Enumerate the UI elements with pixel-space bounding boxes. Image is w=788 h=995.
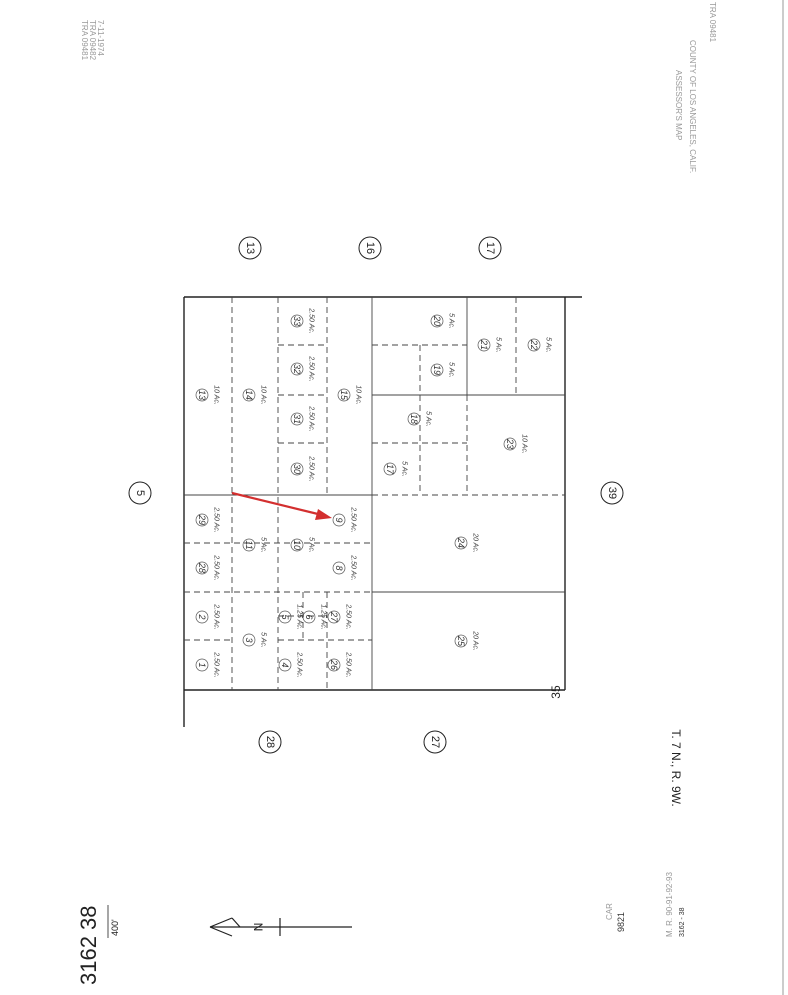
block-number: 5: [134, 489, 146, 497]
parcel-number: 20: [432, 315, 442, 327]
parcel-number: 15: [339, 389, 349, 401]
map-ref-prefix: CAR: [605, 903, 614, 920]
parcel-number: 6: [304, 614, 314, 620]
parcel-number: 2: [197, 614, 207, 620]
book-page-number: 3162: [76, 936, 101, 985]
assessor-stamp-line-2: COUNTY OF LOS ANGELES, CALIF.: [688, 40, 697, 174]
parcel-acreage: 5 Ac.: [259, 632, 267, 648]
parcel-number: 18: [409, 413, 419, 425]
top-stamp-line: TRA 09482: [88, 20, 97, 61]
block-number: 16: [364, 241, 376, 255]
block-number: 17: [484, 241, 496, 255]
parcel-acreage: 2.50 Ac.: [212, 604, 220, 630]
parcel-number: 14: [244, 389, 254, 401]
parcel-labels: [196, 307, 552, 677]
parcel-acreage: 2.50 Ac.: [344, 604, 352, 630]
sheet-number: 38: [76, 905, 101, 930]
map-ref-code: 3162 - 38: [679, 907, 686, 937]
parcel-acreage: 1.25 Ac.: [319, 604, 327, 630]
map-scale: 400': [110, 919, 120, 936]
parcel-acreage: 2.50 Ac.: [307, 406, 315, 432]
parcel-number: 11: [244, 540, 254, 550]
parcel-acreage: 2.50 Ac.: [349, 555, 357, 581]
parcel-acreage: 2.50 Ac.: [307, 456, 315, 482]
parcel-acreage: 5 Ac.: [447, 313, 455, 329]
parcel-acreage: 5 Ac.: [494, 337, 502, 353]
parcel-acreage: 10 Ac.: [520, 434, 528, 454]
parcel-acreage: 20 Ac.: [471, 631, 479, 651]
parcel-acreage: 5 Ac.: [424, 411, 432, 427]
parcel-number: 27: [329, 611, 339, 623]
parcel-number: 9: [334, 517, 344, 523]
parcel-number: 13: [197, 389, 207, 401]
top-stamp-line-1: TRA 09481: [708, 2, 717, 43]
parcel-number: 19: [432, 364, 442, 376]
north-arrow: [210, 918, 352, 936]
parcel-acreage: 2.50 Ac.: [295, 652, 303, 678]
parcel-number: 8: [334, 565, 344, 571]
parcel-number: 17: [385, 463, 395, 475]
parcel-number: 30: [292, 463, 302, 475]
map-ref-small: 9821: [616, 911, 626, 932]
parcel-number: 10: [292, 539, 302, 551]
parcel-acreage: 1.25 Ac.: [295, 604, 303, 630]
parcel-acreage: 5 Ac.: [400, 461, 408, 477]
parcel-number: 26: [329, 659, 339, 671]
map-boundary: [184, 297, 582, 727]
parcel-acreage: 5 Ac.: [259, 537, 267, 553]
top-stamp-line: 7-11-1974: [96, 20, 105, 56]
parcel-acreage: 2.50 Ac.: [349, 507, 357, 533]
block-number: 27: [429, 735, 441, 749]
faint-footer: M. R. 90-91-92-93: [665, 872, 674, 937]
top-stamp: [80, 20, 105, 61]
parcel-acreage: 10 Ac.: [354, 385, 362, 405]
parcel-number: 25: [456, 635, 466, 647]
highlight-arrow: [232, 493, 332, 520]
parcel-number: 28: [197, 562, 207, 574]
parcel-acreage: 2.50 Ac.: [344, 652, 352, 678]
parcel-number: 5: [280, 614, 290, 620]
parcel-number: 21: [479, 339, 489, 351]
parcel-lines-dashed: [184, 297, 565, 690]
parcel-number: 1: [197, 662, 207, 668]
parcel-acreage: 2.50 Ac.: [212, 507, 220, 533]
top-stamp-line: TRA 09481: [80, 20, 89, 61]
parcel-number: 29: [197, 514, 207, 526]
parcel-acreage: 2.50 Ac.: [212, 555, 220, 581]
parcel-number: 32: [292, 363, 302, 375]
block-number: 39: [606, 486, 618, 500]
parcel-acreage: 5 Ac.: [307, 537, 315, 553]
block-number: 28: [264, 735, 276, 749]
corner-section-number: 35: [549, 685, 563, 699]
parcel-acreage: 20 Ac.: [471, 533, 479, 553]
parcel-number: 23: [505, 438, 515, 450]
parcel-acreage: 5 Ac.: [544, 337, 552, 353]
parcel-acreage: 10 Ac.: [259, 385, 267, 405]
parcel-acreage: 10 Ac.: [212, 385, 220, 405]
parcel-acreage: 2.50 Ac.: [307, 356, 315, 382]
assessor-stamp-line-1: ASSESSOR'S MAP: [674, 70, 683, 141]
township-label: T. 7 N., R. 9W.: [669, 729, 683, 807]
parcel-number: 31: [292, 413, 302, 425]
parcel-number: 33: [292, 315, 302, 327]
parcel-acreage: 2.50 Ac.: [212, 652, 220, 678]
parcel-number: 22: [529, 339, 539, 351]
parcel-acreage: 5 Ac.: [447, 362, 455, 378]
north-letter: N: [251, 922, 265, 932]
block-number: 13: [244, 241, 256, 255]
parcel-number: 3: [244, 637, 254, 643]
parcel-acreage: 2.50 Ac.: [307, 308, 315, 334]
parcel-number: 4: [280, 662, 290, 668]
parcel-lines-solid: [184, 297, 565, 690]
parcel-number: 24: [456, 537, 466, 549]
